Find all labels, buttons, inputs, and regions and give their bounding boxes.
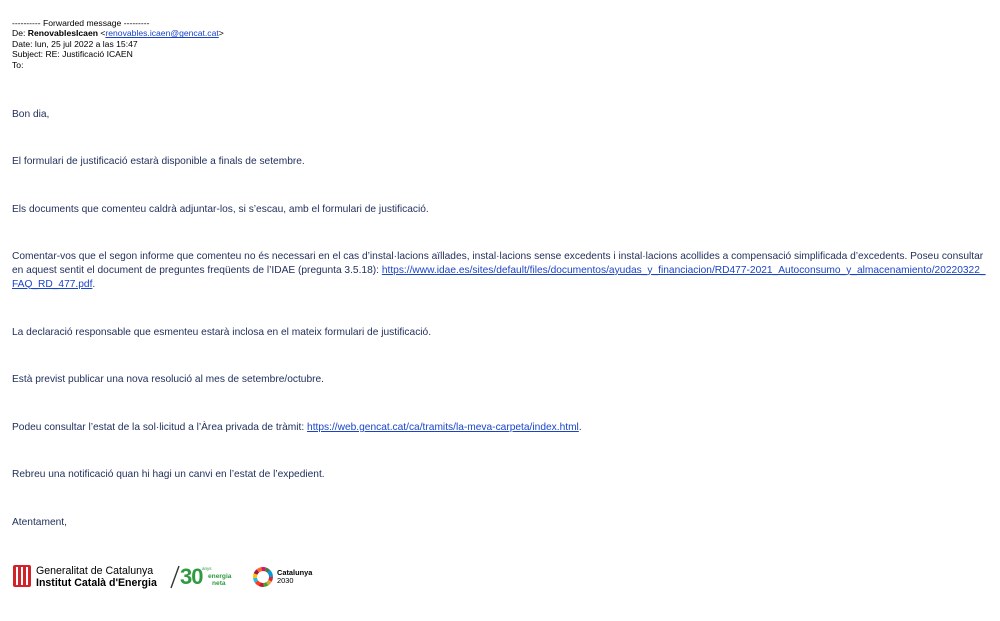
gencat-carpeta-link[interactable]: https://web.gencat.cat/ca/tramits/la-meva-carpeta/index.html [307, 422, 579, 433]
from-label: De: [12, 28, 28, 39]
paragraph-form-availability: El formulari de justificació estarà disponible a finals de setembre. [12, 156, 305, 167]
anniversary-tagline [208, 573, 231, 587]
catalunya-label: Catalunya [277, 568, 313, 577]
closing: Atentament, [12, 517, 67, 528]
from-bracket-open: < [97, 28, 106, 39]
idae-faq-link[interactable]: https://www.idae.es/sites/default/files/documentos/ayudas_y_financiacion/RD477-2021_Autoconsumo_y_almacenamiento/20220322_FAQ_RD_477.pdf [12, 264, 986, 290]
anniversary-word-neta: neta [212, 580, 226, 587]
date-line: Date: lun, 25 jul 2022 a las 15:47 [12, 38, 138, 49]
from-line [12, 28, 224, 38]
paragraph-end: . [92, 278, 96, 290]
email-header [12, 18, 224, 70]
anniversary-number: 30 [180, 564, 203, 589]
paragraph-end: . [578, 422, 582, 433]
paragraph-declaration: La declaració responsable que esmenteu estarà inclosa en el mateix formulari de justificació. [12, 327, 432, 338]
catalunya-2030-wordmark [277, 569, 312, 586]
sdg-wheel-icon [253, 567, 273, 587]
signature-logos [12, 563, 352, 593]
subject-line: Subject: RE: Justificació ICAEN [12, 49, 133, 60]
forwarded-line: ---------- Forwarded message --------- [12, 18, 150, 28]
from-bracket-close: > [218, 28, 224, 39]
year-2030-label: 2030 [277, 576, 294, 586]
paragraph-new-resolution: Està previst publicar una nova resolució al mes de setembre/octubre. [12, 374, 325, 385]
paragraph-status-text: Podeu consultar l’estat de la sol·licitud a l’Àrea privada de tràmit: [12, 422, 308, 433]
from-email-link[interactable]: renovables.icaen@gencat.cat [105, 28, 219, 39]
to-line: To: [12, 59, 24, 70]
gencat-wordmark [36, 566, 157, 590]
greeting: Bon dia, [12, 109, 50, 120]
paragraph-notification: Rebreu una notificació quan hi hagi un canvi en l’estat de l’expedient. [12, 469, 325, 480]
icaen-name: Institut Català d'Energia [36, 576, 157, 589]
gencat-logo-icon [12, 565, 32, 587]
from-name: RenovablesIcaen [27, 28, 98, 39]
paragraph-second-report [12, 250, 987, 291]
gencat-name: Generalitat de Catalunya [36, 565, 154, 577]
anniversary-anys: anys [202, 566, 212, 571]
paragraph-status [12, 421, 987, 435]
anniversary-word-energia: energia [208, 573, 232, 580]
paragraph-documents: Els documents que comenteu caldrà adjuntar-los, si s’escau, amb el formulari de justificació. [12, 204, 429, 215]
paragraph-second-report-text: Comentar-vos que el segon informe que comenteu no és necessari en el cas d’instal·lacions aïllades, instal·lacions sense excedents i instal·lacions acollides a compensació simplificada d’excedents. Poseu consultar en aquest sentit el document de preguntes freqüents de l’IDAE (pregunta 3.5.18): [12, 251, 984, 276]
